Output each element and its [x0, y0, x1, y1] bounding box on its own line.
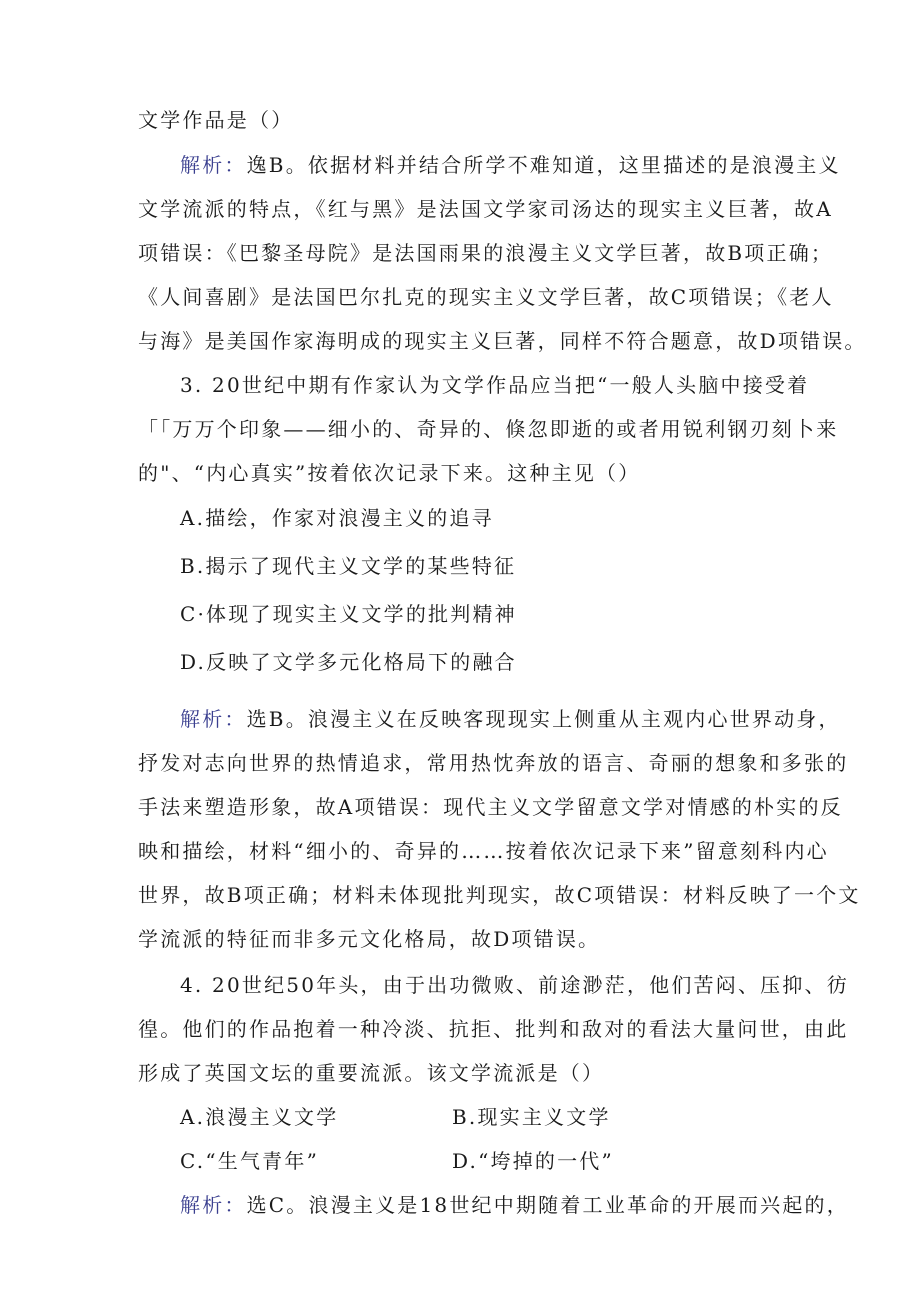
text-line: 文学流派的特点，《红与黑》是法国文学家司汤达的现实主义巨著，故A [138, 197, 833, 221]
option-b: B.现实主义文学 [452, 1105, 611, 1129]
question-3: 3. 20世纪中期有作家认为文学作品应当把“一般人头脑中接受着 [180, 373, 810, 397]
option-d: D.“垮掉的一代” [452, 1149, 614, 1173]
text-line: 的"、“内心真实”按着依次记录下来。这种主见（） [138, 461, 641, 485]
text-line: 「「万万个印象——细小的、奇异的、倏忽即逝的或者用锐利钢刃刻卜来 [138, 417, 839, 441]
option-a: A.浪漫主义文学 [180, 1105, 339, 1129]
option-c: C.“生气青年” [180, 1149, 319, 1173]
option-c: C·体现了现实主义文学的批判精神 [180, 602, 517, 626]
analysis-line [180, 1192, 849, 1218]
question-tail: 文学作品是（） [138, 108, 294, 132]
option-b: B.揭示了现代主义文学的某些特征 [180, 554, 517, 578]
text-line: 世界，故B项正确；材料未体现批判现实，故C项错误：材料反映了一个文 [138, 883, 861, 907]
analysis-text: 选C。浪漫主义是18世纪中期随着工业革命的开展而兴起的， [246, 1193, 849, 1217]
text-line: 与海》是美国作家海明成的现实主义巨著，同样不符合题意，故D项错误。 [138, 329, 867, 353]
analysis-label: 解析： [180, 707, 247, 731]
text-line: 手法来塑造形象，故A项错误：现代主义文学留意文学对情感的朴实的反 [138, 795, 843, 819]
analysis-line [180, 152, 841, 178]
question-4: 4. 20世纪50年头，由于出功微败、前途渺茫，他们苦闷、压抑、彷 [180, 973, 849, 997]
option-a: A.描绘，作家对浪漫主义的追寻 [180, 506, 494, 530]
text-line: 形成了英国文坛的重要流派。该文学流派是（） [138, 1061, 605, 1085]
analysis-label: 解析： [180, 153, 247, 177]
text-line: 学流派的特征而非多元文化格局，故D项错误。 [138, 927, 601, 951]
text-line: 徨。他们的作品抱着一种冷淡、抗拒、批判和敌对的看法大量问世，由此 [138, 1017, 849, 1041]
analysis-text: 逸B。依据材料并结合所学不难知道，这里描述的是浪漫主义 [246, 153, 841, 177]
text-line: 映和描绘，材料“细小的、奇异的……按着依次记录下来”留意刻科内心 [138, 839, 829, 863]
text-line: 项错误：《巴黎圣母院》是法国雨果的浪漫主义文学巨著，故B项正确； [138, 241, 834, 265]
analysis-label: 解析： [180, 1193, 247, 1217]
text-line: 《人间喜剧》是法国巴尔扎克的现实主义文学巨著，故C项错误；《老人 [138, 285, 834, 309]
option-d: D.反映了文学多元化格局下的融合 [180, 650, 517, 674]
analysis-text: 选B。浪漫主义在反映客现现实上侧重从主观内心世界动身， [246, 707, 841, 731]
text-line: 抒发对志向世界的热情追求，常用热忱奔放的语言、奇丽的想象和多张的 [138, 751, 849, 775]
analysis-line [180, 706, 841, 732]
